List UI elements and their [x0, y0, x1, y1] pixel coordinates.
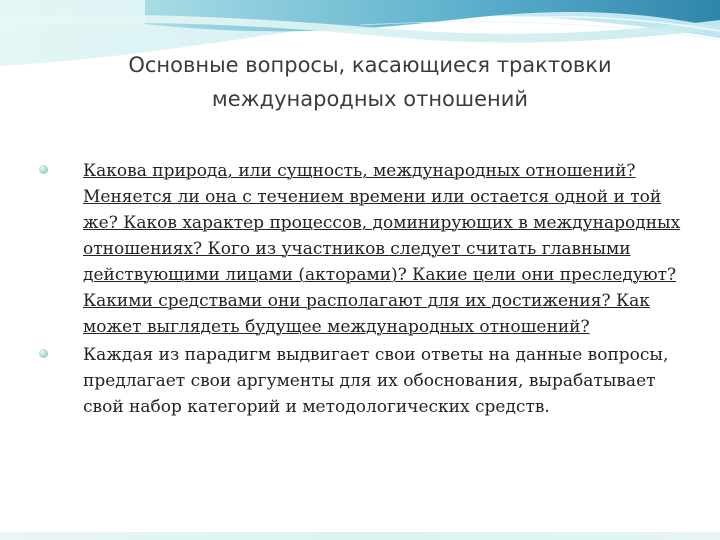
slide-title — [70, 48, 670, 116]
bullet-item-2 — [0, 342, 720, 420]
bullet-text-2: Каждая из парадигм выдвигает свои ответы на данные вопросы, предлагает свои аргументы для их обоснования, вырабатывает свой набор категорий и методологических средств. — [83, 345, 669, 417]
bullet-item-1 — [0, 158, 720, 340]
title-line-1: Основные вопросы, касающиеся трактовки — [128, 53, 612, 77]
bullet-dot-icon — [39, 165, 48, 174]
title-line-2: международных отношений — [211, 87, 529, 111]
bullet-text-1: Какова природа, или сущность, международных отношений? Меняется ли она с течением времени или остается одной и той же? Каков характер процессов, доминирующих в международных отношениях? Кого из участников следует считать главными действующими лицами (акторами)? Какие цели они преследуют? Какими средствами они располагают для их достижения? Как может выглядеть будущее международных отношений? — [83, 161, 681, 337]
bullet-list — [0, 158, 720, 420]
bullet-dot-icon — [39, 349, 48, 358]
decorative-bottom-band — [0, 532, 720, 540]
